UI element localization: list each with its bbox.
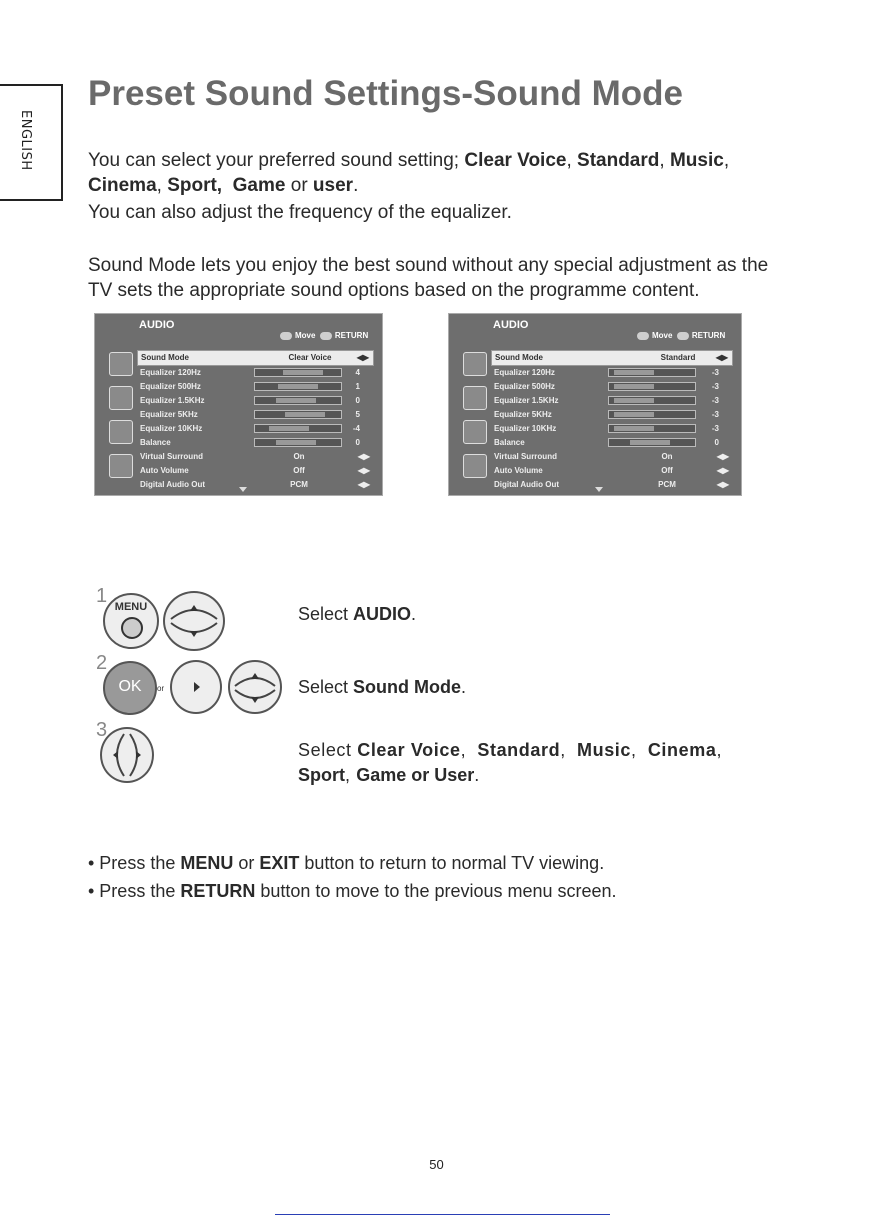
level-slider[interactable] xyxy=(278,384,318,389)
level-bar[interactable] xyxy=(254,396,342,405)
menu-row-label: Balance xyxy=(140,438,171,447)
menu-button-label: MENU xyxy=(114,601,148,613)
left-right-icon[interactable]: ◀▶ xyxy=(357,480,370,489)
menu-row[interactable] xyxy=(491,464,733,478)
level-slider[interactable] xyxy=(283,370,323,375)
level-slider[interactable] xyxy=(269,426,309,431)
menu-title: AUDIO xyxy=(139,319,175,331)
audio-menu-standard xyxy=(448,313,742,496)
up-down-button xyxy=(163,591,225,651)
return-label: RETURN xyxy=(691,331,726,340)
level-slider[interactable] xyxy=(630,440,670,445)
left-right-icon[interactable]: ◀▶ xyxy=(715,353,728,362)
ok-button-label: OK xyxy=(118,678,142,695)
picture-icon[interactable] xyxy=(109,352,133,376)
level-bar[interactable] xyxy=(608,382,696,391)
note-1-exit: EXIT xyxy=(259,853,300,873)
menu-row-value: -3 xyxy=(711,382,719,391)
menu-row-value: 5 xyxy=(355,410,360,419)
step-3-game-or-user: Game or User xyxy=(356,765,475,785)
menu-row-value: 4 xyxy=(355,368,360,377)
equalizer-text: You can also adjust the frequency of the equalizer. xyxy=(88,202,512,223)
menu-row-value: -3 xyxy=(711,410,719,419)
menu-row-value: 0 xyxy=(355,396,360,405)
move-icon xyxy=(637,332,649,340)
option-standard: Standard xyxy=(577,150,660,171)
menu-row-label: Equalizer 1.5KHz xyxy=(140,396,205,405)
menu-row-value: -3 xyxy=(711,396,719,405)
menu-row-label: Virtual Surround xyxy=(140,452,203,461)
menu-row-label: Equalizer 5KHz xyxy=(140,410,198,419)
menu-hint xyxy=(637,331,725,340)
menu-row[interactable] xyxy=(491,380,733,394)
note-1-menu: MENU xyxy=(180,853,234,873)
step-1-prefix: Select xyxy=(298,604,354,624)
menu-row-label: Equalizer 500Hz xyxy=(494,382,555,391)
picture-icon[interactable] xyxy=(463,352,487,376)
menu-row[interactable] xyxy=(491,422,733,436)
page-number: 50 xyxy=(429,1157,444,1172)
menu-row[interactable] xyxy=(137,464,374,478)
right-button xyxy=(170,660,222,714)
return-icon xyxy=(320,332,332,340)
footer-line xyxy=(275,1214,610,1215)
level-bar[interactable] xyxy=(254,424,342,433)
menu-minus-icon xyxy=(121,617,143,639)
level-bar[interactable] xyxy=(254,438,342,447)
menu-row-value: -4 xyxy=(352,424,360,433)
left-right-arrows-icon xyxy=(102,729,152,781)
audio-icon[interactable] xyxy=(463,386,487,410)
step-3-sport: Sport xyxy=(298,765,345,785)
up-down-arrows-icon xyxy=(165,593,223,649)
level-bar[interactable] xyxy=(254,410,342,419)
menu-row-value: Off xyxy=(293,466,305,475)
menu-row-value: PCM xyxy=(658,480,676,489)
left-right-icon[interactable]: ◀▶ xyxy=(356,353,369,362)
menu-row-label: Sound Mode xyxy=(495,353,543,362)
time-icon[interactable] xyxy=(109,454,133,478)
note-menu-exit xyxy=(88,853,604,874)
menu-row-value: Off xyxy=(661,466,673,475)
right-arrow-icon xyxy=(172,662,220,712)
menu-rows xyxy=(137,350,374,492)
language-tab xyxy=(0,84,63,201)
return-icon xyxy=(677,332,689,340)
level-bar[interactable] xyxy=(254,368,342,377)
or-label: or xyxy=(157,684,165,693)
menu-icons xyxy=(103,346,137,488)
menu-row[interactable] xyxy=(491,436,733,450)
level-slider[interactable] xyxy=(276,398,316,403)
menu-row[interactable] xyxy=(491,478,733,492)
step-2-text xyxy=(298,677,466,698)
menu-hint xyxy=(280,331,368,340)
step-3-prefix: Select xyxy=(298,740,358,760)
menu-title: AUDIO xyxy=(493,319,529,331)
audio-icon[interactable] xyxy=(109,386,133,410)
level-slider[interactable] xyxy=(285,412,325,417)
menu-row-label: Equalizer 500Hz xyxy=(140,382,201,391)
left-right-icon[interactable]: ◀▶ xyxy=(716,452,729,461)
note-2-c: button to move to the previous menu screen. xyxy=(255,881,617,901)
menu-row[interactable] xyxy=(137,436,374,450)
step-3-standard: Standard xyxy=(477,740,561,760)
setup-icon[interactable] xyxy=(109,420,133,444)
menu-row-label: Balance xyxy=(494,438,525,447)
note-2-a: • Press the xyxy=(88,881,181,901)
left-right-button xyxy=(100,727,154,783)
audio-menu-clear-voice xyxy=(94,313,383,496)
step-number-1: 1 xyxy=(96,585,108,607)
step-2-suffix: . xyxy=(461,677,467,697)
menu-row[interactable] xyxy=(137,450,374,464)
level-slider[interactable] xyxy=(614,412,654,417)
note-2-return: RETURN xyxy=(180,881,256,901)
step-2-prefix: Select xyxy=(298,677,354,697)
step-3-clear-voice: Clear Voice xyxy=(357,740,461,760)
time-icon[interactable] xyxy=(463,454,487,478)
step-3-cinema: Cinema xyxy=(647,740,717,760)
level-slider[interactable] xyxy=(276,440,316,445)
level-slider[interactable] xyxy=(614,384,654,389)
scroll-down-icon[interactable] xyxy=(595,487,603,492)
menu-row-label: Auto Volume xyxy=(140,466,189,475)
menu-row-value: -3 xyxy=(711,368,719,377)
menu-row[interactable] xyxy=(137,380,374,394)
menu-row-label: Equalizer 120Hz xyxy=(494,368,555,377)
return-label: RETURN xyxy=(334,331,369,340)
option-music: Music xyxy=(669,150,724,171)
menu-row-label: Virtual Surround xyxy=(494,452,557,461)
menu-icons xyxy=(457,346,491,488)
menu-row-label: Digital Audio Out xyxy=(494,480,560,489)
option-clear-voice: Clear Voice xyxy=(464,150,567,171)
step-1-bold: AUDIO xyxy=(353,604,412,624)
level-slider[interactable] xyxy=(614,370,654,375)
menu-row-value: 1 xyxy=(355,382,360,391)
move-label: Move xyxy=(295,331,316,340)
menu-row[interactable] xyxy=(137,394,374,408)
note-return xyxy=(88,881,617,902)
left-right-icon[interactable]: ◀▶ xyxy=(357,452,370,461)
level-bar[interactable] xyxy=(608,410,696,419)
up-down-arrows-icon xyxy=(230,662,280,712)
menu-row-value: PCM xyxy=(290,480,308,489)
level-slider[interactable] xyxy=(614,426,654,431)
menu-row[interactable] xyxy=(491,394,733,408)
note-1-e: button to return to normal TV viewing. xyxy=(299,853,605,873)
move-icon xyxy=(280,332,292,340)
menu-row-label: Equalizer 10KHz xyxy=(140,424,203,433)
option-game: Game xyxy=(232,175,286,196)
step-3-period: . xyxy=(474,765,480,785)
menu-row[interactable] xyxy=(137,478,374,492)
left-right-icon[interactable]: ◀▶ xyxy=(357,466,370,475)
menu-row-value: On xyxy=(293,452,305,461)
menu-button xyxy=(103,593,159,649)
menu-row[interactable] xyxy=(137,422,374,436)
menu-row[interactable] xyxy=(137,366,374,380)
left-right-icon[interactable]: ◀▶ xyxy=(716,466,729,475)
level-slider[interactable] xyxy=(614,398,654,403)
sound-mode-description: Sound Mode lets you enjoy the best sound without any special adjustment as the TV sets the appropriate sound options based on the programme content. xyxy=(88,255,769,301)
up-down-button-2 xyxy=(228,660,282,714)
note-1-a: • Press the xyxy=(88,853,181,873)
menu-row-label: Auto Volume xyxy=(494,466,543,475)
step-1-suffix: . xyxy=(411,604,417,624)
level-bar[interactable] xyxy=(608,368,696,377)
level-bar[interactable] xyxy=(608,438,696,447)
language-label: ENGLISH xyxy=(18,110,33,171)
intro-text: You can select your preferred sound setting; xyxy=(88,150,465,171)
menu-row-label: Equalizer 5KHz xyxy=(494,410,552,419)
scroll-down-icon[interactable] xyxy=(239,487,247,492)
menu-row-label: Equalizer 10KHz xyxy=(494,424,557,433)
step-number-3: 3 xyxy=(96,719,108,741)
option-sport: Sport, xyxy=(167,175,223,196)
menu-row[interactable] xyxy=(137,350,374,366)
left-right-icon[interactable]: ◀▶ xyxy=(716,480,729,489)
step-1-text xyxy=(298,604,416,625)
move-label: Move xyxy=(652,331,673,340)
menu-row[interactable] xyxy=(491,350,733,366)
menu-row[interactable] xyxy=(491,408,733,422)
menu-row-value: On xyxy=(661,452,673,461)
menu-row-value: 0 xyxy=(714,438,719,447)
ok-button xyxy=(103,661,157,715)
menu-row-value: 0 xyxy=(355,438,360,447)
or-word: or xyxy=(285,175,313,196)
menu-row-label: Equalizer 120Hz xyxy=(140,368,201,377)
menu-row[interactable] xyxy=(491,366,733,380)
menu-row-value: Standard xyxy=(660,353,696,362)
step-3-text: Select Clear Voice, Standard, Music, Cinema, Sport, Game or User. xyxy=(298,740,723,785)
step-number-2: 2 xyxy=(96,652,108,674)
intro-paragraph: You can select your preferred sound setting; Clear Voice, Standard, Music, Cinema, Sport, Game or user. xyxy=(88,150,730,196)
menu-row-value: Clear Voice xyxy=(288,353,332,362)
menu-row-label: Digital Audio Out xyxy=(140,480,206,489)
menu-row[interactable] xyxy=(491,450,733,464)
level-bar[interactable] xyxy=(608,396,696,405)
menu-row-label: Equalizer 1.5KHz xyxy=(494,396,559,405)
menu-row-value: -3 xyxy=(711,424,719,433)
note-1-c: or xyxy=(233,853,260,873)
option-user: user xyxy=(312,175,354,196)
menu-row[interactable] xyxy=(137,408,374,422)
menu-rows xyxy=(491,350,733,492)
level-bar[interactable] xyxy=(608,424,696,433)
setup-icon[interactable] xyxy=(463,420,487,444)
option-cinema: Cinema xyxy=(88,175,157,196)
level-bar[interactable] xyxy=(254,382,342,391)
step-2-bold: Sound Mode xyxy=(353,677,462,697)
menu-row-label: Sound Mode xyxy=(141,353,189,362)
page-title: Preset Sound Settings-Sound Mode xyxy=(88,74,684,113)
step-3-music: Music xyxy=(577,740,632,760)
